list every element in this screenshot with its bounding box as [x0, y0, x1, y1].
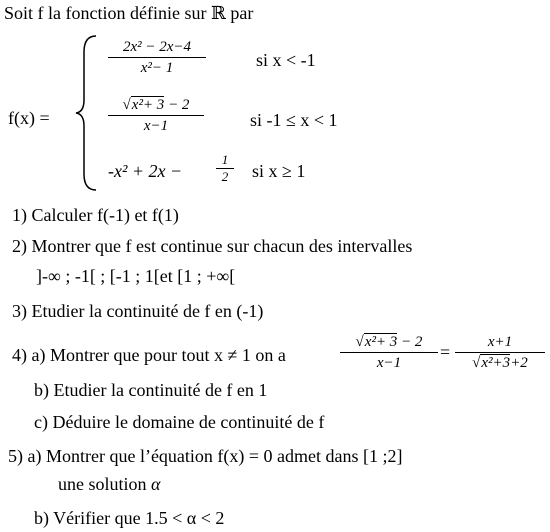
piece2-condition: si -1 ≤ x < 1: [250, 110, 338, 130]
q4a-rhs-denominator: [469, 354, 531, 372]
question-3: 3) Etudier la continuité de f en (-1): [12, 301, 264, 321]
sqrt-icon: √: [122, 97, 131, 113]
piece3-fraction: [216, 153, 234, 184]
q4a-rhs-numerator: x+1: [487, 334, 513, 350]
question-2-line2: ]-∞ ; -1[ ; [-1 ; 1[et [1 ; +∞[: [36, 266, 236, 286]
q5a-line2-text: une solution: [58, 474, 147, 494]
sqrt-icon: √: [472, 355, 481, 371]
piece2-numerator: [120, 96, 193, 114]
piece2-fraction: [108, 96, 204, 135]
question-5b: b) Vérifier que 1.5 < α < 2: [34, 508, 225, 528]
intro-text: Soit f la fonction définie sur ℝ par: [4, 3, 254, 23]
question-4b: b) Etudier la continuité de f en 1: [34, 380, 268, 400]
sqrt-icon: √: [355, 334, 364, 350]
question-2-line1: 2) Montrer que f est continue sur chacun des intervalles: [12, 236, 413, 256]
question-5a-line2: [58, 474, 160, 495]
piece3-condition: si x ≥ 1: [252, 161, 306, 181]
piece1-denominator: x²− 1: [140, 60, 174, 76]
piece1-condition: si x < -1: [256, 50, 316, 70]
question-4a-text: 4) a) Montrer que pour tout x ≠ 1 on a: [12, 345, 286, 365]
piece3-frac-num: 1: [221, 152, 229, 167]
piece1-numerator: 2x² − 2x−4: [122, 39, 192, 55]
question-5a-line1: 5) a) Montrer que l’équation f(x) = 0 admet dans [1 ;2]: [8, 446, 403, 466]
piece2-denominator: x−1: [143, 118, 169, 134]
q4a-rhs-fraction: [455, 333, 545, 372]
q4a-lhs-fraction: [340, 333, 438, 372]
piece3-expression: -x² + 2x −: [108, 161, 183, 181]
q5a-alpha: α: [151, 474, 161, 494]
question-1: 1) Calculer f(-1) et f(1): [12, 205, 179, 225]
q4a-equals: =: [440, 342, 451, 362]
fx-label: f(x) =: [8, 108, 50, 128]
q4a-lhs-numerator: [353, 333, 426, 351]
q4a-rhs-radicand: x²+3: [481, 355, 511, 371]
piece2-radicand: x²+ 3: [131, 97, 165, 113]
piece2-numerator-tail: − 2: [168, 97, 190, 113]
q4a-lhs-radicand: x²+ 3: [364, 334, 398, 350]
question-4c: c) Déduire le domaine de continuité de f: [34, 412, 325, 432]
piece1-fraction: [108, 38, 206, 77]
q4a-lhs-denominator: x−1: [376, 355, 402, 371]
q4a-rhs-denominator-tail: +2: [510, 355, 528, 371]
piece3-frac-den: 2: [221, 169, 229, 184]
brace-icon: [74, 34, 100, 192]
q4a-lhs-numerator-tail: − 2: [401, 334, 423, 350]
